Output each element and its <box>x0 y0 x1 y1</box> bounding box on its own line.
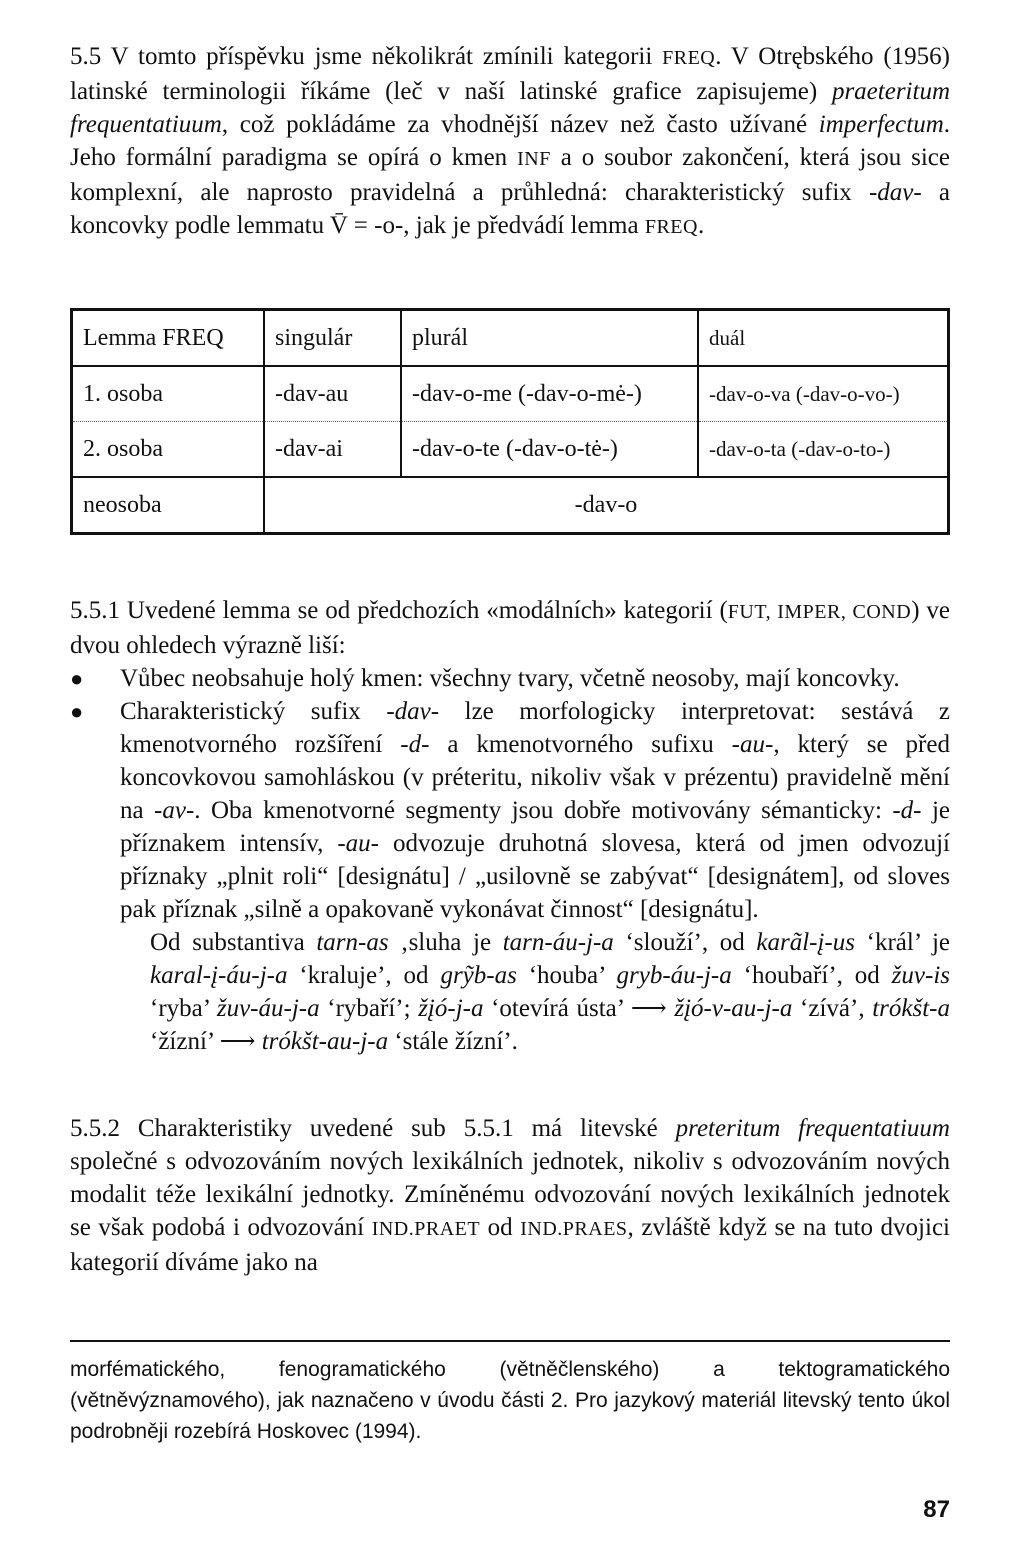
section-5-5-2 <box>70 1112 950 1279</box>
category-abbr: IND.PRAET <box>371 1218 481 1240</box>
table-cell: 2. osoba <box>72 422 265 478</box>
text: ‘stále žízní’. <box>388 1028 518 1055</box>
freq-paradigm-table <box>70 308 950 535</box>
paragraph-intro <box>70 594 950 662</box>
bullet-text <box>120 695 950 926</box>
section-5-5 <box>70 40 950 244</box>
text: 5.5.2 Charakteristiky uvedené sub 5.5.1 má litevské <box>70 1115 676 1142</box>
italic-term: -dav- <box>868 179 922 206</box>
text: . Jeho formální paradigma se opírá o kmen <box>70 111 950 171</box>
text: . Oba kmenotvorné segmenty jsou dobře motivovány sémanticky: <box>194 797 893 824</box>
text: je příznakem intensív, <box>120 797 950 857</box>
table-cell: -dav-ai <box>264 422 401 478</box>
text: ‘houbaří’, od <box>731 962 892 989</box>
italic-term: trókšt-a <box>872 995 950 1022</box>
text: , který se před koncovkovou samohláskou (v préteritu, nikoliv však v prézentu) pravidelně mění na <box>120 731 950 824</box>
category-abbr: INF <box>517 148 551 170</box>
text: ) ve dvou ohledech výrazně liší: <box>70 597 951 659</box>
italic-term: -au- <box>337 830 380 857</box>
footnote-divider <box>70 1340 950 1342</box>
bullet-icon: ● <box>70 699 84 724</box>
table-row <box>72 366 949 422</box>
text: ‘otevírá ústa’ ⟶ <box>483 995 675 1022</box>
text: ‘kraluje’, od <box>287 962 441 989</box>
italic-term: žįó-j-a <box>418 995 484 1022</box>
table-row <box>72 477 949 534</box>
text: 5.5.1 Uvedené lemma se od předchozích «modálních» kategorií ( <box>70 597 728 624</box>
text: ‘žízní’ ⟶ <box>150 1028 262 1055</box>
table-row <box>72 422 949 478</box>
table-header-cell: singulár <box>264 310 401 367</box>
table-cell: neosoba <box>72 477 265 534</box>
italic-term: -au- <box>731 731 774 758</box>
table-cell: -dav-o-va (-dav-o-vo-) <box>698 366 949 422</box>
italic-term: karal-į-áu-j-a <box>150 962 288 989</box>
italic-term: žuv-áu-j-a <box>216 995 320 1022</box>
text: od <box>480 1214 521 1241</box>
table-header-cell: Lemma FREQ <box>72 310 265 367</box>
text: , zvláště když se na tuto dvojici kategorií díváme jako na <box>70 1214 950 1276</box>
table-cell: -dav-o-ta (-dav-o-to-) <box>698 422 949 478</box>
list-item <box>70 695 950 926</box>
table-header-row <box>72 310 949 367</box>
text: ‘slouží’, od <box>613 929 757 956</box>
italic-term: -dav- <box>386 698 440 725</box>
bullet-text: Vůbec neobsahuje holý kmen: všechny tvary, včetně neosoby, mají koncovky. <box>120 665 900 692</box>
text: a kmenotvorného sufixu <box>429 731 732 758</box>
text: , což pokládáme za vhodnější název než často užívané <box>221 111 819 138</box>
italic-term: imperfectum <box>818 111 944 138</box>
text: lze morfologicky interpretovat: sestává z kmenotvorného rozšíření <box>120 698 950 758</box>
table-cell: -dav-o-te (-dav-o-tė-) <box>401 422 698 478</box>
text: ‘rybaří’; <box>319 995 419 1022</box>
text: odvozuje druhotná slovesa, která od jmen odvozují příznaky „plnit roli“ [designátu] / „usilovně se zabývat“ [designátem], od sloves pak příznak „silně a opakovaně vykonávat činnost“ [designátu]. <box>120 830 951 923</box>
italic-term: žuv-is <box>891 962 950 989</box>
text: ‘zívá’, <box>792 995 873 1022</box>
list-item <box>70 662 950 695</box>
category-abbr: FREQ <box>662 47 716 69</box>
text: ‘houba’ <box>516 962 617 989</box>
text: ‚sluha je <box>388 929 503 956</box>
text: . V Otrębského (1956) latinské terminologii říkáme (leč v naší latinské grafice zapisujeme) <box>70 43 950 105</box>
section-5-5-1 <box>70 594 950 1058</box>
italic-term: karãl-į-us <box>756 929 855 956</box>
text: a o soubor zakončení, která jsou sice komplexní, ale naprosto pravidelná a průhledná: charakteristický sufix <box>70 144 950 206</box>
italic-term: -av- <box>154 797 195 824</box>
bullet-icon: ● <box>70 666 84 691</box>
italic-term: -d- <box>892 797 922 824</box>
page-number: 87 <box>923 1496 950 1523</box>
text: . <box>697 212 705 239</box>
italic-term: -d- <box>400 731 430 758</box>
text: společné s odvozováním nových lexikálních jednotek, nikoliv s odvozováním nových modalit téže lexikální jednotky. Zmíněnému odvozování nových lexikálních jednotek se však podobá i odvozování <box>70 1148 950 1241</box>
category-abbr: IND.PRAES <box>520 1218 628 1240</box>
italic-term: tarn-áu-j-a <box>502 929 614 956</box>
examples-paragraph <box>70 926 950 1058</box>
text: a koncovky podle lemmatu V̄ = -o-, jak je předvádí lemma <box>70 179 950 239</box>
italic-term: preteritum frequentatiuum <box>675 1115 950 1142</box>
text: 5.5 V tomto příspěvku jsme několikrát zmínili kategorii <box>70 43 663 70</box>
table-header-cell: duál <box>698 310 949 367</box>
italic-term: trókšt-au-j-a <box>261 1028 389 1055</box>
italic-term: žįó-v-au-j-a <box>674 995 793 1022</box>
table-cell: -dav-o-me (-dav-o-mė-) <box>401 366 698 422</box>
table-cell: 1. osoba <box>72 366 265 422</box>
category-abbr: FREQ <box>644 216 698 238</box>
text: Charakteristický sufix <box>120 698 387 725</box>
italic-term: grỹb-as <box>440 962 517 989</box>
footnote: morfématického, fenogramatického (větněčlenského) a tektogramatického (větněvýznamového), jak naznačeno v úvodu části 2. Pro jazykový materiál litevský tento úkol podrobněji rozebírá Hoskovec (1994). <box>70 1358 950 1443</box>
text: Od substantiva <box>150 929 317 956</box>
text: ‘král’ je <box>854 929 950 956</box>
paragraph-5-5 <box>70 40 950 244</box>
italic-term: gryb-áu-j-a <box>616 962 732 989</box>
table-cell: -dav-o <box>264 477 949 534</box>
italic-term: praeteritum frequentatiuum <box>70 78 950 138</box>
table-header-cell: plurál <box>401 310 698 367</box>
category-abbr: FUT, IMPER, COND <box>727 601 912 623</box>
text: ‘ryba’ <box>150 995 217 1022</box>
italic-term: tarn-as <box>316 929 389 956</box>
paragraph-5-5-2 <box>70 1112 950 1279</box>
table-cell: -dav-au <box>264 366 401 422</box>
